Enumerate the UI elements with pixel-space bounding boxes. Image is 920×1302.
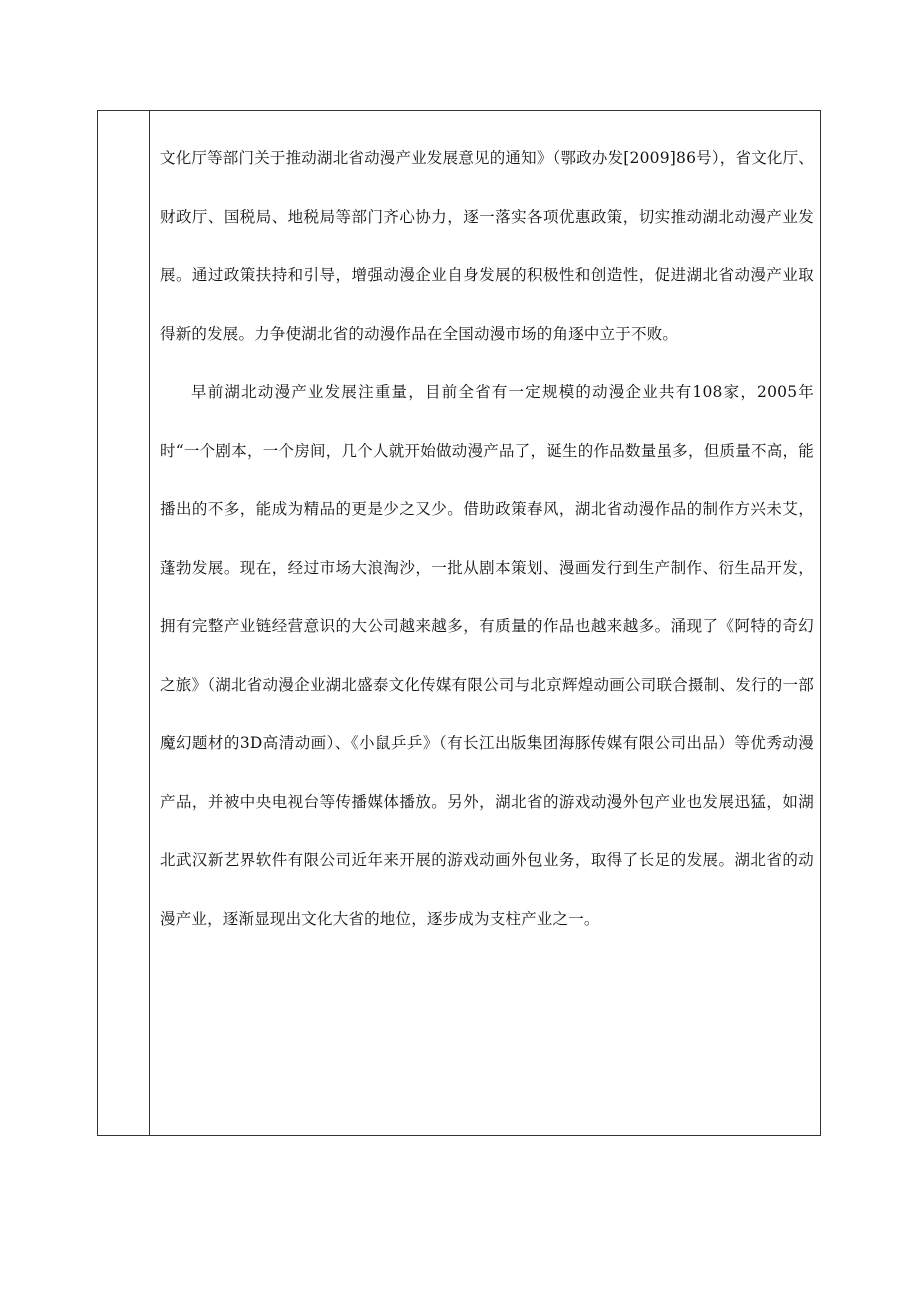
- document-table: [97, 110, 821, 1136]
- paragraph-2: 早前湖北动漫产业发展注重量，目前全省有一定规模的动漫企业共有108家，2005年时“一个剧本，一个房间，几个人就开始做动漫产品了，诞生的作品数量虽多，但质量不高，能播出的不多，能成为精品的更是少之又少。借助政策春风，湖北省动漫作品的制作方兴未艾，蓬勃发展。现在，经过市场大浪淘沙，一批从剧本策划、漫画发行到生产制作、衍生品开发，拥有完整产业链经营意识的大公司越来越多，有质量的作品也越来越多。涌现了《阿特的奇幻之旅》（湖北省动漫企业湖北盛泰文化传媒有限公司与北京辉煌动画公司联合摄制、发行的一部魔幻题材的3D高清动画）、《小鼠乒乒》（有长江出版集团海豚传媒有限公司出品）等优秀动漫产品，并被中央电视台等传播媒体播放。另外，湖北省的游戏动漫外包产业也发展迅猛，如湖北武汉新艺界软件有限公司近年来开展的游戏动画外包业务，取得了长足的发展。湖北省的动漫产业，逐渐显现出文化大省的地位，逐步成为支柱产业之一。: [160, 383, 814, 928]
- paragraph-1: 文化厅等部门关于推动湖北省动漫产业发展意见的通知》（鄂政办发[2009]86号），省文化厅、财政厅、国税局、地税局等部门齐心协力，逐一落实各项优惠政策，切实推动湖北动漫产业发展。通过政策扶持和引导，增强动漫企业自身发展的积极性和创造性，促进湖北省动漫产业取得新的发展。力争使湖北省的动漫作品在全国动漫市场的角逐中立于不败。: [160, 149, 814, 343]
- table-content-cell: [150, 111, 820, 1135]
- table-left-column: [98, 111, 150, 1135]
